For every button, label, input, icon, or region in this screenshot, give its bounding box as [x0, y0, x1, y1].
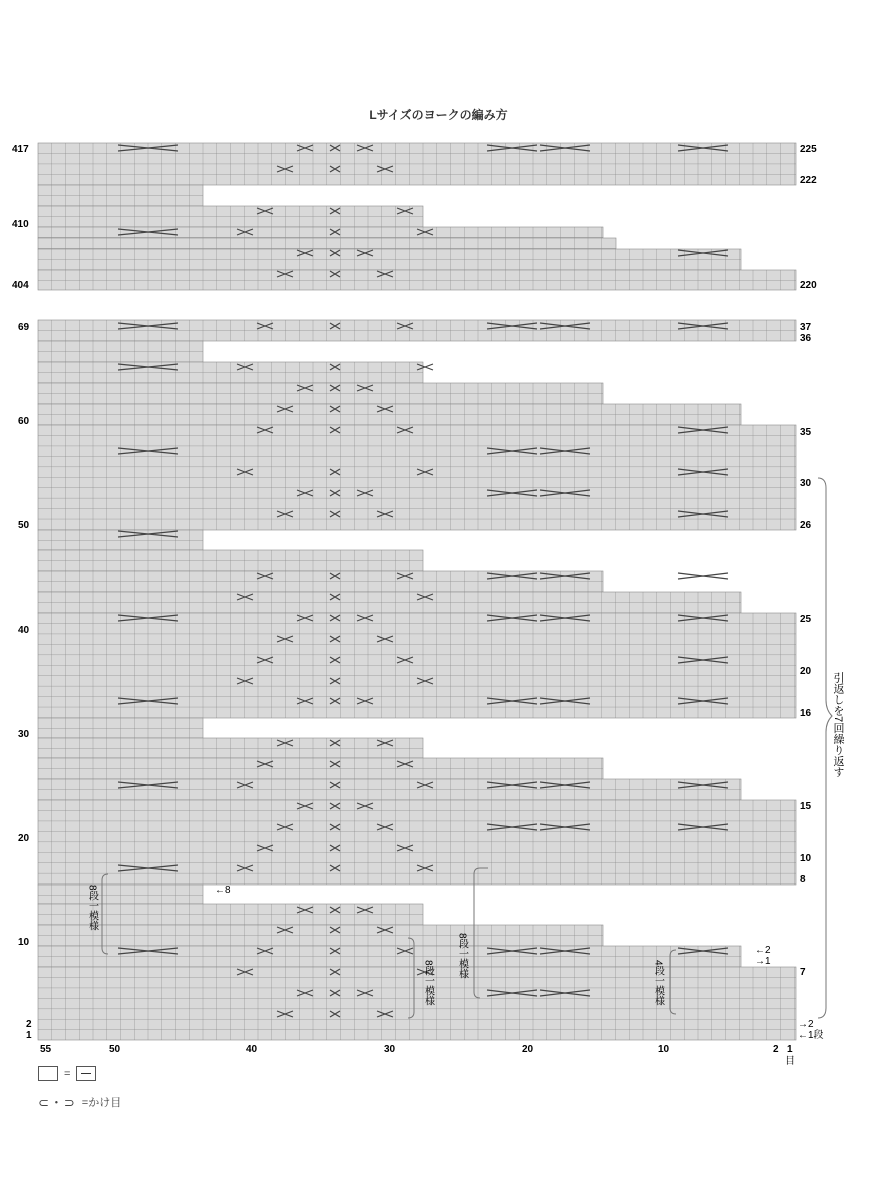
stitch-label-40: 40	[246, 1044, 258, 1055]
row-label-right-26: 26	[800, 520, 812, 531]
row-label-404: 404	[12, 280, 29, 291]
row-label-410: 410	[12, 219, 29, 230]
arrow-1: →1	[755, 956, 771, 967]
stitch-label-10: 10	[658, 1044, 670, 1055]
row-label-right-10: 10	[800, 853, 812, 864]
row-label-2: 2	[26, 1019, 32, 1030]
row-label-50: 50	[18, 520, 30, 531]
pattern-note-4: 4段一模様	[652, 960, 664, 1006]
cable-cross-symbol	[678, 573, 728, 579]
row-label-right-37: 37	[800, 322, 812, 333]
row-label-right-25: 25	[800, 614, 812, 625]
purl-cell-icon	[76, 1066, 96, 1081]
block-step-14	[38, 800, 796, 885]
row-label-40: 40	[18, 625, 30, 636]
row-label-right-220: 220	[800, 280, 817, 291]
row-label-right-20: 20	[800, 666, 812, 677]
row-label-right-36: 36	[800, 333, 812, 344]
pattern-note-right: 8段一模様	[456, 933, 468, 979]
row-label-69: 69	[18, 322, 30, 333]
repeat-note: 引返しを7回繰り返す	[832, 672, 844, 778]
row-label-60: 60	[18, 416, 30, 427]
legend-yo-text: =かけ目	[81, 1096, 122, 1109]
row-label-right-225: 225	[800, 144, 817, 155]
row-arrow-2: →2	[798, 1019, 814, 1030]
row-label-right-35: 35	[800, 427, 812, 438]
chart-grid	[38, 143, 796, 1040]
empty-cell-icon	[38, 1066, 58, 1081]
chart-title: Lサイズのヨークの編み方	[369, 108, 508, 122]
row-arrow-1: ←1段	[798, 1030, 824, 1041]
row-label-right-16: 16	[800, 708, 812, 719]
block-top-step5	[38, 270, 796, 290]
arrow-2: ←2	[755, 945, 771, 956]
stitch-label-20: 20	[522, 1044, 534, 1055]
stitch-label-1: 1	[787, 1044, 793, 1055]
row-label-30: 30	[18, 729, 30, 740]
block-step-4	[38, 425, 796, 530]
arrow-8: ←8	[215, 885, 231, 896]
stitch-label-50: 50	[109, 1044, 121, 1055]
row-label-right-30: 30	[800, 478, 812, 489]
legend-yo	[38, 1092, 121, 1111]
block-top-step3	[38, 238, 616, 249]
pattern-note-left: 8段一模様	[86, 885, 98, 931]
pattern-note-mid: 8段一模様	[422, 960, 434, 1006]
block-step-9	[38, 613, 796, 718]
row-label-20: 20	[18, 833, 30, 844]
legend-knit	[38, 1066, 96, 1081]
row-label-417: 417	[12, 144, 29, 155]
yarn-over-icon: ⊂・⊃	[38, 1095, 76, 1110]
stitch-label-55: 55	[40, 1044, 52, 1055]
repeat-bracket	[818, 478, 832, 1018]
row-label-right-7: 7	[800, 967, 806, 978]
block-top-step2	[38, 227, 603, 238]
block-step-19	[38, 967, 796, 1040]
row-label-right-15: 15	[800, 801, 812, 812]
row-label-right-8: 8	[800, 874, 806, 885]
stitch-label-30: 30	[384, 1044, 396, 1055]
row-label-right-222: 222	[800, 175, 817, 186]
legend-equals: =	[64, 1067, 71, 1080]
row-label-10: 10	[18, 937, 30, 948]
stitch-unit: 目	[785, 1056, 795, 1067]
row-label-1: 1	[26, 1030, 32, 1041]
stitch-label-2: 2	[773, 1044, 779, 1055]
